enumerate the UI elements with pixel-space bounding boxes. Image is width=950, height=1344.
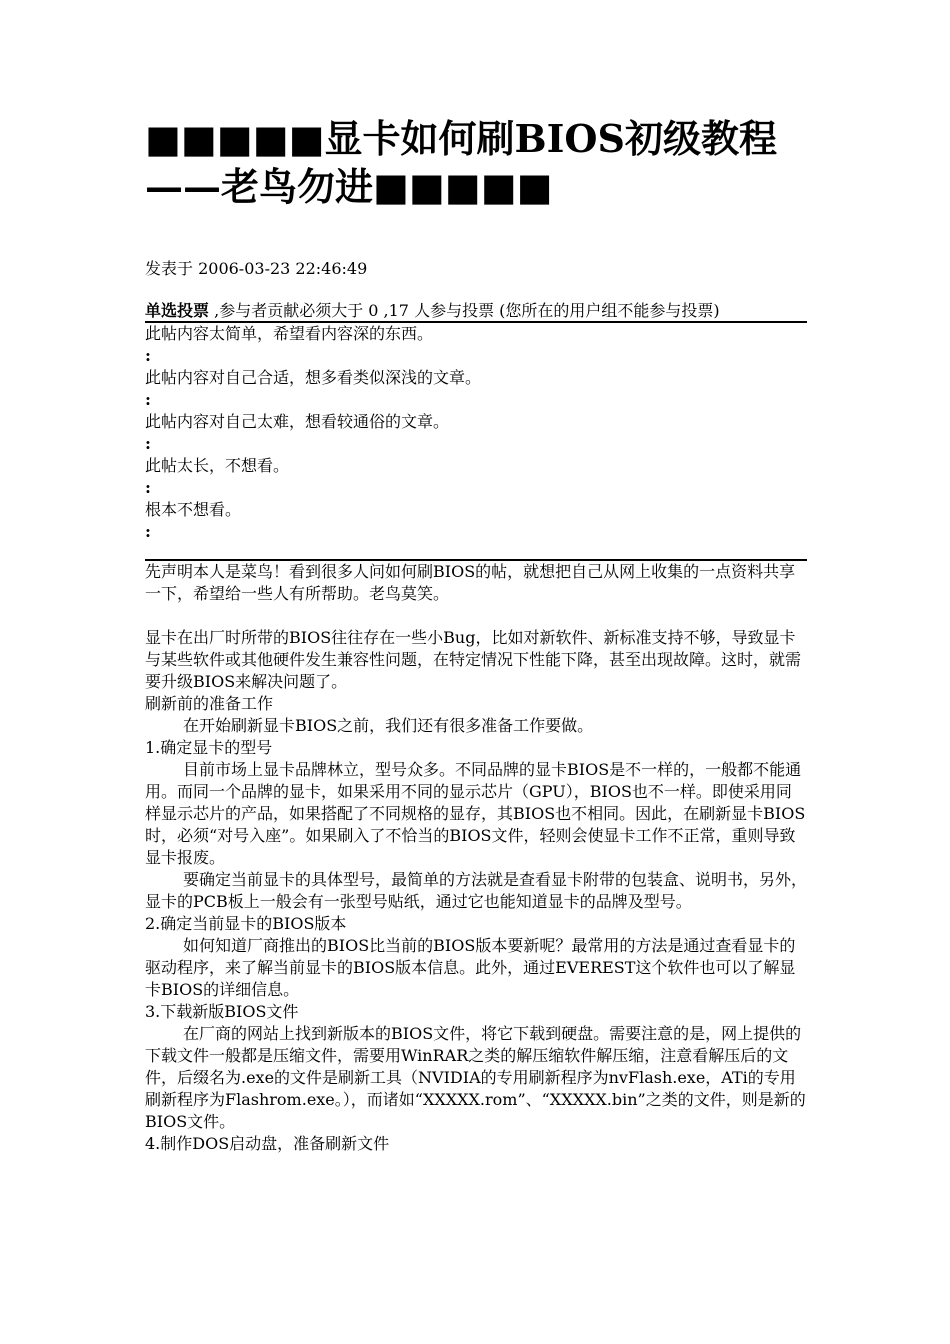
paragraph: 目前市场上显卡品牌林立，型号众多。不同品牌的显卡BIOS是不一样的，一般都不能通用。而同一个品牌的显卡，如果采用不同的显示芯片（GPU），BIOS也不一样。即使采用同样显示芯片的产品，如果搭配了不同规格的显存，其BIOS也不相同。因此，在刷新显卡BIOS时，必须“对号入座”。如果刷入了不恰当的BIOS文件，轻则会使显卡工作不正常，重则导致显卡报废。 [145,760,806,867]
poll-description: ,参与者贡献必须大于 0 ,17 人参与投票 (您所在的用户组不能参与投票) [209,301,720,320]
poll-option[interactable] [145,367,807,411]
title-line-1: ■■■■■显卡如何刷BIOS初级教程 [145,116,777,161]
step-title: 3.下载新版BIOS文件 [145,1002,299,1021]
step-title: 4.制作DOS启动盘，准备刷新文件 [145,1134,390,1153]
poll-option[interactable] [145,455,807,499]
article-body [145,561,807,1155]
paragraph-gap [145,605,807,627]
paragraph: 在厂商的网站上找到新版本的BIOS文件，将它下载到硬盘。需要注意的是，网上提供的下载文件一般都是压缩文件，需要用WinRAR之类的解压缩软件解压缩，注意看解压后的文件，后缀名为.exe的文件是刷新工具（NVIDIA的专用刷新程序为nvFlash.exe，ATi的专用刷新程序为Flashrom.exe。），而诸如“XXXXX.rom”、“XXXXX.bin”之类的文件，则是新的BIOS文件。 [145,1024,806,1131]
document-page [145,115,807,1155]
poll-option-text: 此帖太长，不想看。 [145,456,290,475]
section-heading: 刷新前的准备工作 [145,694,274,713]
paragraph: 如何知道厂商推出的BIOS比当前的BIOS版本要新呢？最常用的方法是通过查看显卡的驱动程序，来了解当前显卡的BIOS版本信息。此外，通过EVEREST这个软件也可以了解显卡BIOS的详细信息。 [145,936,796,999]
step-title: 1.确定显卡的型号 [145,738,273,757]
poll-option-text: 此帖内容对自己太难，想看较通俗的文章。 [145,412,450,431]
poll-type-label: 单选投票 [145,301,210,320]
poll-option[interactable] [145,323,807,367]
paragraph: 在开始刷新显卡BIOS之前，我们还有很多准备工作要做。 [183,716,594,735]
poll-option-colon: : [145,522,151,541]
poll-option-colon: : [145,390,151,409]
step-title: 2.确定当前显卡的BIOS版本 [145,914,347,933]
page-title [145,115,807,211]
poll-option[interactable] [145,499,807,543]
poll-option-text: 此帖内容对自己合适，想多看类似深浅的文章。 [145,368,482,387]
poll-options [145,323,807,561]
poll-option[interactable] [145,411,807,455]
paragraph: 显卡在出厂时所带的BIOS往往存在一些小Bug，比如对新软件、新标准支持不够，导致显卡与某些软件或其他硬件发生兼容性问题，在特定情况下性能下降，甚至出现故障。这时，就需要升级BIOS来解决问题了。 [145,628,802,691]
post-timestamp: 发表于 2006-03-23 22:46:49 [145,259,368,278]
poll-option-colon: : [145,346,151,365]
poll-option-colon: : [145,478,151,497]
intro-paragraph: 先声明本人是菜鸟！看到很多人问如何刷BIOS的帖，就想把自己从网上收集的一点资料共享一下，希望给一些人有所帮助。老鸟莫笑。 [145,562,796,603]
title-line-2: ——老鸟勿进■■■■■ [145,164,553,209]
poll-option-text: 根本不想看。 [145,500,242,519]
paragraph: 要确定当前显卡的具体型号，最简单的方法就是查看显卡附带的包装盒、说明书，另外，显卡的PCB板上一般会有一张型号贴纸，通过它也能知道显卡的品牌及型号。 [145,870,808,911]
poll-option-colon: : [145,434,151,453]
poll-option-text: 此帖内容太简单，希望看内容深的东西。 [145,324,434,343]
poll-header [145,301,807,323]
